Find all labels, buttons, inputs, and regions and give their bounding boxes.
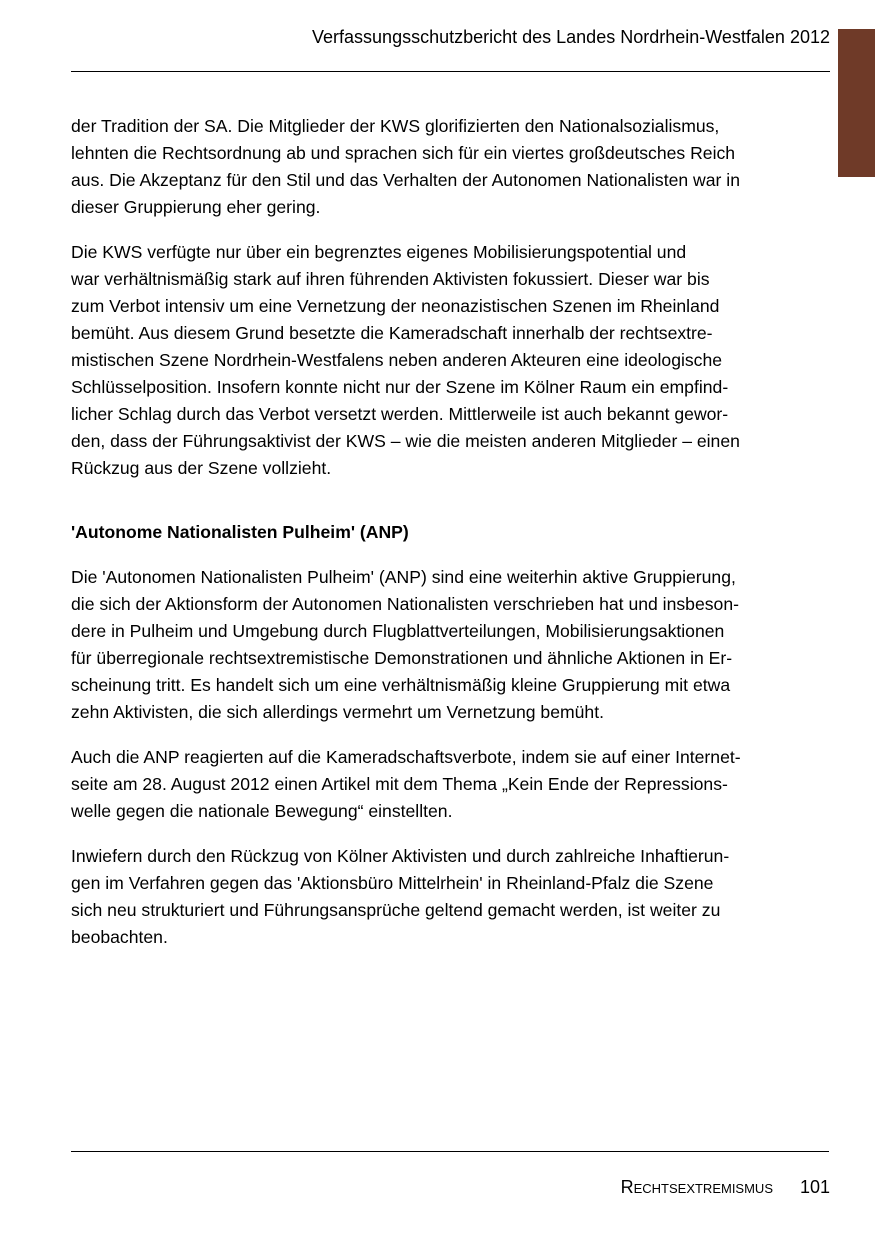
paragraph	[71, 843, 791, 951]
text-line: mistischen Szene Nordrhein-Westfalens neben anderen Akteuren eine ideologische	[71, 350, 723, 370]
footer-section-title: Rechtsextremismus	[620, 1177, 773, 1197]
paragraph-group-before-heading	[71, 113, 791, 482]
footer-divider	[71, 1151, 829, 1152]
text-line: dere in Pulheim und Umgebung durch Flugblattverteilungen, Mobilisierungsaktionen	[71, 621, 725, 641]
text-line: welle gegen die nationale Bewegung“ einstellten.	[71, 801, 453, 821]
text-line: Auch die ANP reagierten auf die Kameradschaftsverbote, indem sie auf einer Internet-	[71, 747, 741, 767]
text-line: sich neu strukturiert und Führungsansprüche geltend gemacht werden, ist weiter zu	[71, 900, 721, 920]
text-line: war verhältnismäßig stark auf ihren führenden Aktivisten fokussiert. Dieser war bis	[71, 269, 710, 289]
text-line: Die 'Autonomen Nationalisten Pulheim' (ANP) sind eine weiterhin aktive Gruppierung,	[71, 567, 736, 587]
paragraph	[71, 239, 791, 482]
text-line: die sich der Aktionsform der Autonomen Nationalisten verschrieben hat und insbeson-	[71, 594, 739, 614]
header-divider	[71, 71, 830, 72]
text-line: Rückzug aus der Szene vollzieht.	[71, 458, 332, 478]
text-line: bemüht. Aus diesem Grund besetzte die Kameradschaft innerhalb der rechtsextre-	[71, 323, 713, 343]
paragraph-group-after-heading	[71, 564, 791, 951]
text-line: gen im Verfahren gegen das 'Aktionsbüro Mittelrhein' in Rheinland-Pfalz die Szene	[71, 873, 714, 893]
text-line: licher Schlag durch das Verbot versetzt werden. Mittlerweile ist auch bekannt gewor-	[71, 404, 729, 424]
running-header-title: Verfassungsschutzbericht des Landes Nordrhein-Westfalen 2012	[312, 27, 830, 47]
section-heading: 'Autonome Nationalisten Pulheim' (ANP)	[71, 522, 409, 542]
text-line: für überregionale rechtsextremistische Demonstrationen und ähnliche Aktionen in Er-	[71, 648, 733, 668]
paragraph	[71, 564, 791, 726]
page-number: 101	[799, 1177, 830, 1197]
text-line: beobachten.	[71, 927, 168, 947]
paragraph	[71, 744, 791, 825]
text-line: Schlüsselposition. Insofern konnte nicht nur der Szene im Kölner Raum ein empfind-	[71, 377, 729, 397]
text-line: der Tradition der SA. Die Mitglieder der KWS glorifizierten den Nationalsozialismus,	[71, 116, 720, 136]
text-line: Inwiefern durch den Rückzug von Kölner Aktivisten und durch zahlreiche Inhaftierun-	[71, 846, 730, 866]
text-line: seite am 28. August 2012 einen Artikel mit dem Thema „Kein Ende der Repressions-	[71, 774, 728, 794]
paragraph	[71, 113, 791, 221]
text-line: Die KWS verfügte nur über ein begrenztes eigenes Mobilisierungspotential und	[71, 242, 687, 262]
text-line: den, dass der Führungsaktivist der KWS – wie die meisten anderen Mitglieder – einen	[71, 431, 740, 451]
main-text	[71, 113, 791, 969]
text-line: aus. Die Akzeptanz für den Stil und das Verhalten der Autonomen Nationalisten war in	[71, 170, 740, 190]
chapter-tab-marker	[838, 29, 875, 177]
text-line: zehn Aktivisten, die sich allerdings vermehrt um Vernetzung bemüht.	[71, 702, 604, 722]
text-line: zum Verbot intensiv um eine Vernetzung der neonazistischen Szenen im Rheinland	[71, 296, 720, 316]
text-line: dieser Gruppierung eher gering.	[71, 197, 321, 217]
text-line: scheinung tritt. Es handelt sich um eine verhältnismäßig kleine Gruppierung mit etwa	[71, 675, 731, 695]
text-line: lehnten die Rechtsordnung ab und sprachen sich für ein viertes großdeutsches Reich	[71, 143, 736, 163]
